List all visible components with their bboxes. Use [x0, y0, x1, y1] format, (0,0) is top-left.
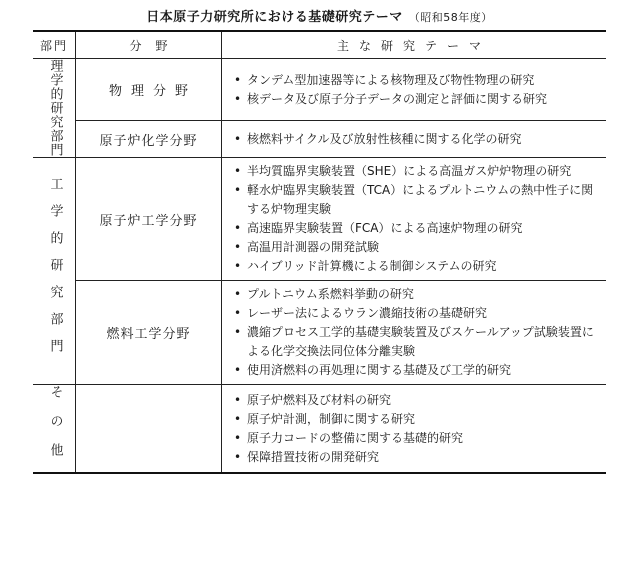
- list-item: • 原子炉燃料及び材料の研究: [234, 391, 602, 410]
- table-row: [33, 59, 606, 121]
- field-cell-fuel-engineering: [76, 281, 222, 385]
- themes-cell: [222, 385, 607, 474]
- theme-list: [222, 67, 606, 113]
- list-item: • 高速臨界実験装置（FCA）による高速炉物理の研究: [234, 219, 602, 238]
- header-themes: 主な研究テーマ: [222, 31, 607, 59]
- theme-list: [222, 387, 606, 471]
- field-label: 原子炉工学分野: [99, 213, 198, 229]
- header-field: 分野: [76, 31, 222, 59]
- themes-cell: [222, 158, 607, 281]
- list-item: • 使用済燃料の再処理に関する基礎及び工学的研究: [234, 361, 602, 380]
- table-row: [33, 121, 606, 158]
- list-item: • ハイブリッド計算機による制御システムの研究: [234, 257, 602, 276]
- division-label: 理学的研究部門: [47, 59, 63, 157]
- themes-cell: [222, 121, 607, 158]
- list-item: • 核データ及び原子分子データの測定と評価に関する研究: [234, 90, 602, 109]
- field-cell-reactor-engineering: [76, 158, 222, 281]
- table-title: [0, 6, 639, 25]
- field-cell-other: [76, 385, 222, 474]
- list-item: • 高温用計測器の開発試験: [234, 238, 602, 257]
- header-division: 部門: [33, 31, 76, 59]
- list-item: • 原子力コードの整備に関する基礎的研究: [234, 429, 602, 448]
- theme-list: [222, 126, 606, 153]
- theme-list: [222, 158, 606, 280]
- table-row: [33, 385, 606, 474]
- list-item: • 軽水炉臨界実験装置（TCA）によるプルトニウムの熱中性子に関する炉物理実験: [234, 181, 602, 219]
- themes-cell: [222, 59, 607, 121]
- theme-list: [222, 281, 606, 384]
- field-label: 物理分野: [108, 84, 197, 100]
- division-cell-engineering: [33, 158, 76, 385]
- field-cell-reactor-chemistry: [76, 121, 222, 158]
- division-label: 工学的研究部門: [47, 176, 63, 366]
- field-cell-physics: [76, 59, 222, 121]
- field-label: 原子炉化学分野: [99, 133, 198, 149]
- table-row: [33, 281, 606, 385]
- field-label: 燃料工学分野: [106, 327, 191, 342]
- title-main: 日本原子力研究所における基礎研究テーマ: [146, 10, 403, 25]
- header-row: [33, 31, 606, 59]
- list-item: • 原子炉計測，制御に関する研究: [234, 410, 602, 429]
- research-themes-table: [33, 30, 606, 474]
- list-item: • 濃縮プロセス工学的基礎実験装置及びスケールアップ試験装置による化学交換法同位体分離実験: [234, 323, 602, 361]
- list-item: • レーザー法によるウラン濃縮技術の基礎研究: [234, 304, 602, 323]
- title-fiscal-year: （昭和58年度）: [408, 11, 493, 24]
- list-item: • 核燃料サイクル及び放射性核種に関する化学の研究: [234, 130, 602, 149]
- list-item: • 保障措置技術の開発研究: [234, 448, 602, 467]
- list-item: • タンデム型加速器等による核物理及び物性物理の研究: [234, 71, 602, 90]
- table-row: [33, 158, 606, 281]
- division-label: その他: [47, 385, 63, 472]
- themes-cell: [222, 281, 607, 385]
- division-cell-other: [33, 385, 76, 474]
- list-item: • プルトニウム系燃料挙動の研究: [234, 285, 602, 304]
- list-item: • 半均質臨界実験装置（SHE）による高温ガス炉炉物理の研究: [234, 162, 602, 181]
- division-cell-science: [33, 59, 76, 158]
